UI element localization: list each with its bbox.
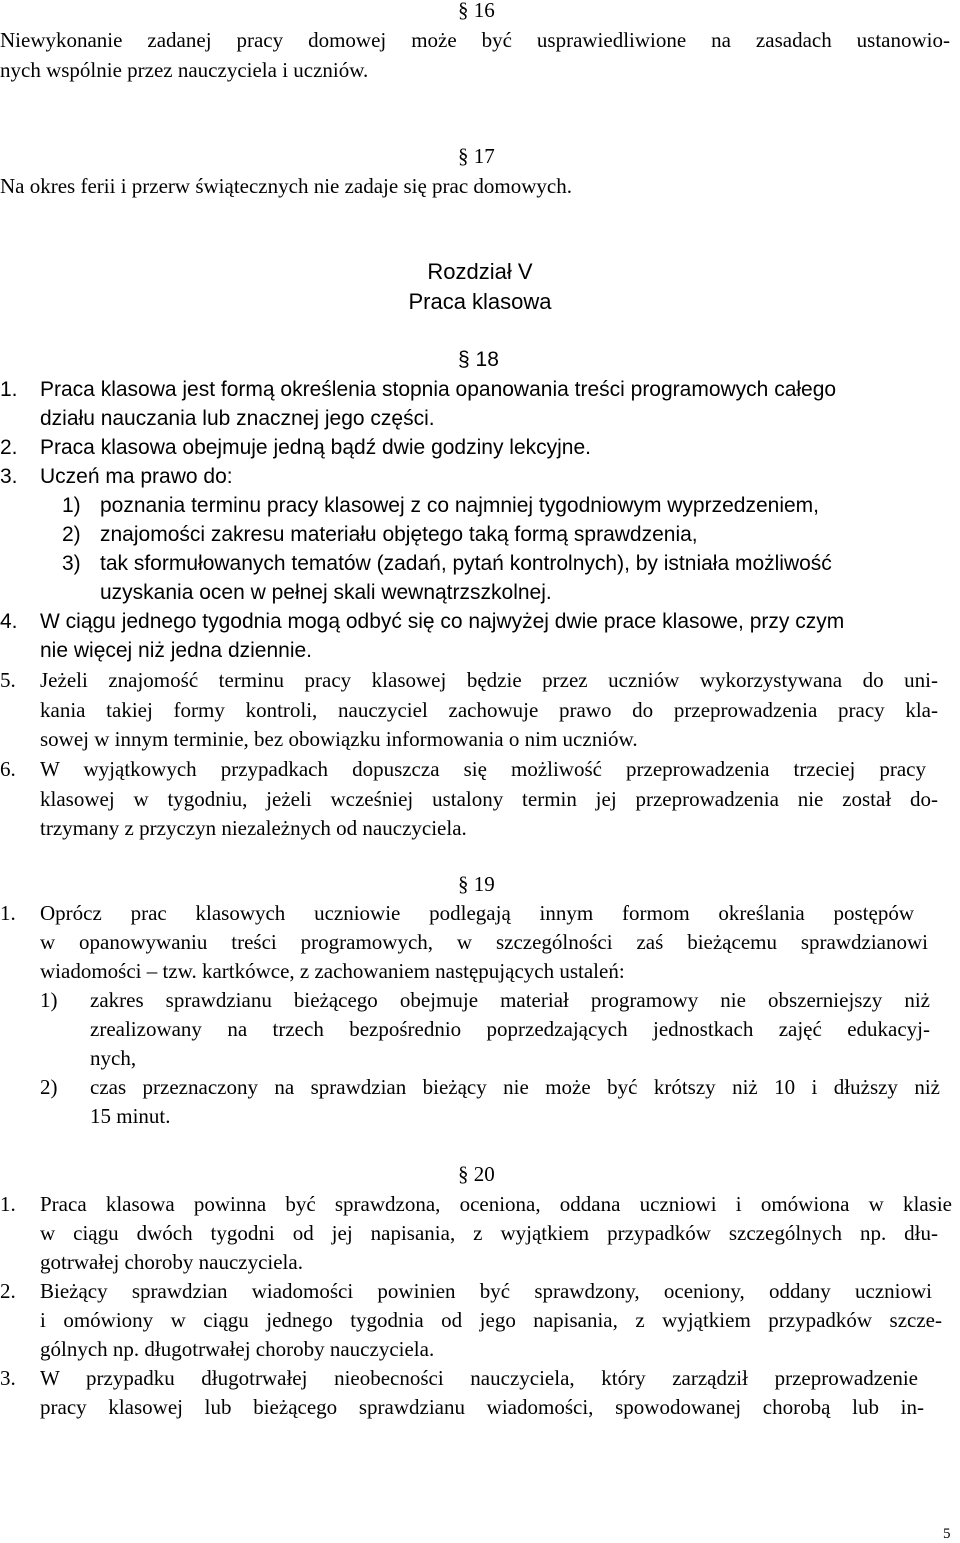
- section-20-item-1-line-1: Praca klasowa powinna być sprawdzona, oceniona, oddana uczniowi i omówiona w klasie: [40, 1192, 952, 1216]
- section-18-sub-2-number: 2): [62, 523, 81, 546]
- section-19-sub-1-line-1: zakres sprawdzianu bieżącego obejmuje materiał programowy nie obszerniejszy niż: [90, 988, 930, 1012]
- section-18-item-5-line-1: Jeżeli znajomość terminu pracy klasowej będzie przez uczniów wykorzystywana do uni-: [40, 668, 938, 692]
- section-18-item-6-line-2: klasowej w tygodniu, jeżeli wcześniej ustalony termin jej przeprowadzenia nie został do-: [40, 787, 938, 811]
- section-20-item-2-line-3: gólnych np. długotrwałej choroby nauczyciela.: [40, 1337, 435, 1361]
- section-20-item-2-line-1: Bieżący sprawdzian wiadomości powinien być sprawdzony, oceniony, oddany uczniowi: [40, 1279, 932, 1303]
- section-18-item-6-line-3: trzymany z przyczyn niezależnych od nauczyciela.: [40, 816, 467, 840]
- section-18-sub-3-number: 3): [62, 552, 81, 575]
- section-18-item-2-number: 2.: [0, 436, 18, 459]
- section-18-item-1-line-1: Praca klasowa jest formą określenia stopnia opanowania treści programowych całego: [40, 378, 837, 401]
- section-18-item-4-number: 4.: [0, 610, 18, 633]
- section-20-item-3-line-2: pracy klasowej lub bieżącego sprawdzianu wiadomości, spowodowanej chorobą lub in-: [40, 1395, 924, 1419]
- section-18-item-2-line-1: Praca klasowa obejmuje jedną bądź dwie godziny lekcyjne.: [40, 436, 591, 459]
- section-19-sub-2-line-2: 15 minut.: [90, 1104, 171, 1128]
- section-19-item-1-line-2: w opanowywaniu treści programowych, w szczególności zaś bieżącemu sprawdzianowi: [40, 930, 928, 954]
- section-20-item-2-line-2: i omówiony w ciągu jednego tygodnia od jego napisania, z wyjątkiem przypadków szcze-: [40, 1308, 942, 1332]
- section-19-sub-1-line-2: zrealizowany na trzech bezpośrednio poprzedzających jednostkach zajęć edukacyj-: [90, 1017, 930, 1041]
- section-18-sub-1-line-1: poznania terminu pracy klasowej z co najmniej tygodniowym wyprzedzeniem,: [100, 494, 819, 517]
- section-16-heading: § 16: [458, 0, 495, 22]
- section-20-item-1-number: 1.: [0, 1192, 16, 1216]
- page-number: 5: [943, 1526, 951, 1542]
- section-18-item-5-number: 5.: [0, 668, 16, 692]
- section-18-item-6-line-1: W wyjątkowych przypadkach dopuszcza się możliwość przeprowadzenia trzeciej pracy: [40, 757, 926, 781]
- section-20-item-3-line-1: W przypadku długotrwałej nieobecności nauczyciela, który zarządził przeprowadzenie: [40, 1366, 918, 1390]
- section-19-item-1-line-1: Oprócz prac klasowych uczniowie podlegają innym formom określania postępów: [40, 901, 914, 925]
- section-18-item-1-number: 1.: [0, 378, 18, 401]
- section-18-item-1-line-2: działu nauczania lub znacznej jego części.: [40, 407, 435, 430]
- section-17-line-1: Na okres ferii i przerw świątecznych nie zadaje się prac domowych.: [0, 174, 572, 198]
- section-17-heading: § 17: [458, 144, 495, 168]
- section-19-item-1-line-3: wiadomości – tzw. kartkówce, z zachowaniem następujących ustaleń:: [40, 959, 625, 983]
- section-19-sub-1-line-3: nych,: [90, 1046, 137, 1070]
- section-18-item-4-line-2: nie więcej niż jedna dziennie.: [40, 639, 313, 662]
- section-18-sub-1-number: 1): [62, 494, 81, 517]
- section-18-sub-3-line-1: tak sformułowanych tematów (zadań, pytań kontrolnych), by istniała możliwość: [100, 552, 832, 575]
- section-16-line-1: Niewykonanie zadanej pracy domowej może być usprawiedliwione na zasadach ustanowio-: [0, 28, 950, 52]
- section-20-item-3-number: 3.: [0, 1366, 16, 1390]
- section-19-heading: § 19: [458, 872, 495, 896]
- chapter-subtitle: Praca klasowa: [408, 289, 552, 314]
- section-20-heading: § 20: [458, 1162, 495, 1186]
- section-18-item-3-number: 3.: [0, 465, 18, 488]
- section-18-heading: § 18: [458, 348, 499, 371]
- section-16-line-2: nych wspólnie przez nauczyciela i uczniów.: [0, 58, 369, 82]
- section-20-item-2-number: 2.: [0, 1279, 16, 1303]
- section-20-item-1-line-3: gotrwałej choroby nauczyciela.: [40, 1250, 303, 1274]
- chapter-title: Rozdział V: [427, 259, 533, 284]
- section-18-item-3-line-1: Uczeń ma prawo do:: [40, 465, 233, 488]
- section-18-item-4-line-1: W ciągu jednego tygodnia mogą odbyć się co najwyżej dwie prace klasowe, przy czym: [40, 610, 845, 633]
- section-19-sub-2-number: 2): [40, 1075, 58, 1099]
- section-18-sub-3-line-2: uzyskania ocen w pełnej skali wewnątrzszkolnej.: [100, 581, 552, 604]
- section-20-item-1-line-2: w ciągu dwóch tygodni od jej napisania, z wyjątkiem przypadków szczególnych np. dłu-: [40, 1221, 938, 1245]
- section-19-sub-1-number: 1): [40, 988, 58, 1012]
- section-18-sub-2-line-1: znajomości zakresu materiału objętego taką formą sprawdzenia,: [100, 523, 698, 546]
- section-18-item-5-line-3: sowej w innym terminie, bez obowiązku informowania o nim uczniów.: [40, 727, 638, 751]
- section-19-item-1-number: 1.: [0, 901, 16, 925]
- section-18-item-5-line-2: kania takiej formy kontroli, nauczyciel zachowuje prawo do przeprowadzenia pracy kla-: [40, 698, 938, 722]
- section-19-sub-2-line-1: czas przeznaczony na sprawdzian bieżący nie może być krótszy niż 10 i dłuższy niż: [90, 1075, 940, 1099]
- section-18-item-6-number: 6.: [0, 757, 16, 781]
